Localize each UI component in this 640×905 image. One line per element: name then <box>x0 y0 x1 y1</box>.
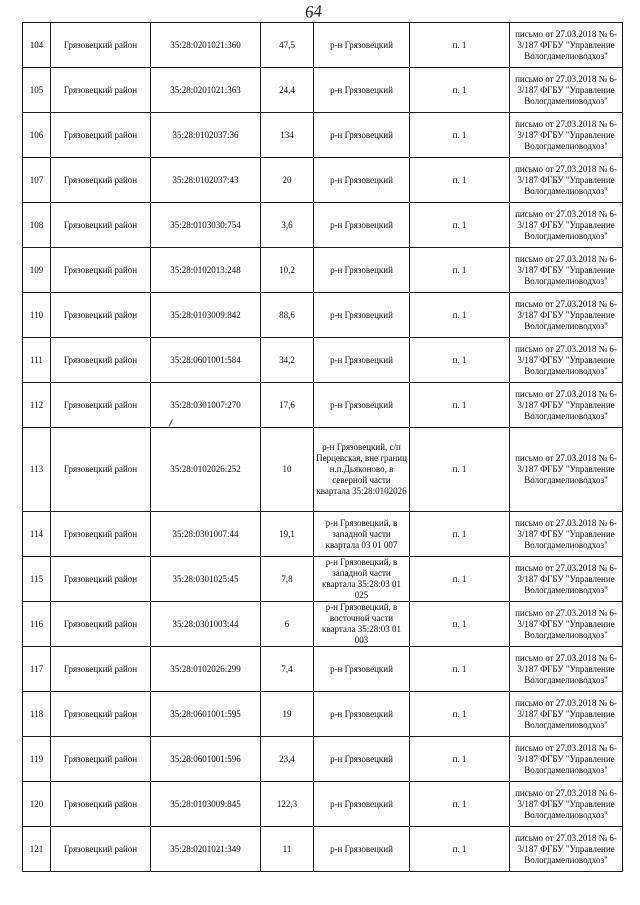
cadastral-number-cell: 35:28:0201021:363 <box>151 68 261 113</box>
basis-document-cell: письмо от 27.03.2018 № 6-3/187 ФГБУ "Управление Вологдамелиоводхоз" <box>510 737 623 782</box>
point-cell: п. 1 <box>410 158 510 203</box>
table-row <box>23 248 623 293</box>
district-cell: Грязовецкий район <box>51 338 151 383</box>
basis-document-cell: письмо от 27.03.2018 № 6-3/187 ФГБУ "Управление Вологдамелиоводхоз" <box>510 512 623 557</box>
point-cell: п. 1 <box>410 782 510 827</box>
row-number: 120 <box>23 782 51 827</box>
district-cell: Грязовецкий район <box>51 737 151 782</box>
land-plot-table <box>22 22 623 872</box>
area-cell: 19,1 <box>261 512 314 557</box>
district-cell: Грязовецкий район <box>51 293 151 338</box>
district-cell: Грязовецкий район <box>51 248 151 293</box>
table-row <box>23 203 623 248</box>
table-row <box>23 338 623 383</box>
basis-document-cell: письмо от 27.03.2018 № 6-3/187 ФГБУ "Управление Вологдамелиоводхоз" <box>510 602 623 647</box>
row-number: 113 <box>23 428 51 512</box>
district-cell: Грязовецкий район <box>51 203 151 248</box>
basis-document-cell: письмо от 27.03.2018 № 6-3/187 ФГБУ "Управление Вологдамелиоводхоз" <box>510 158 623 203</box>
table-row <box>23 23 623 68</box>
location-cell: р-н Грязовецкий <box>314 248 410 293</box>
row-number: 116 <box>23 602 51 647</box>
area-cell: 19 <box>261 692 314 737</box>
row-number: 108 <box>23 203 51 248</box>
district-cell: Грязовецкий район <box>51 428 151 512</box>
location-cell: р-н Грязовецкий <box>314 68 410 113</box>
row-number: 106 <box>23 113 51 158</box>
location-cell: р-н Грязовецкий <box>314 827 410 872</box>
area-cell: 23,4 <box>261 737 314 782</box>
row-number: 104 <box>23 23 51 68</box>
row-number: 109 <box>23 248 51 293</box>
area-cell: 34,2 <box>261 338 314 383</box>
row-number: 117 <box>23 647 51 692</box>
basis-document-cell: письмо от 27.03.2018 № 6-3/187 ФГБУ "Управление Вологдамелиоводхоз" <box>510 428 623 512</box>
land-plot-table-body <box>23 23 623 872</box>
point-cell: п. 1 <box>410 338 510 383</box>
basis-document-cell: письмо от 27.03.2018 № 6-3/187 ФГБУ "Управление Вологдамелиоводхоз" <box>510 557 623 602</box>
point-cell: п. 1 <box>410 692 510 737</box>
cadastral-number-cell: 35:28:0201021:360 <box>151 23 261 68</box>
district-cell: Грязовецкий район <box>51 512 151 557</box>
basis-document-cell: письмо от 27.03.2018 № 6-3/187 ФГБУ "Управление Вологдамелиоводхоз" <box>510 113 623 158</box>
area-cell: 3,6 <box>261 203 314 248</box>
location-cell: р-н Грязовецкий <box>314 113 410 158</box>
area-cell: 7,4 <box>261 647 314 692</box>
point-cell: п. 1 <box>410 113 510 158</box>
cadastral-number-cell: 35:28:0301003:44 <box>151 602 261 647</box>
point-cell: п. 1 <box>410 557 510 602</box>
basis-document-cell: письмо от 27.03.2018 № 6-3/187 ФГБУ "Управление Вологдамелиоводхоз" <box>510 383 623 428</box>
district-cell: Грязовецкий район <box>51 602 151 647</box>
table-row <box>23 113 623 158</box>
district-cell: Грязовецкий район <box>51 383 151 428</box>
area-cell: 88,6 <box>261 293 314 338</box>
location-cell: р-н Грязовецкий <box>314 782 410 827</box>
row-number: 112 <box>23 383 51 428</box>
point-cell: п. 1 <box>410 737 510 782</box>
basis-document-cell: письмо от 27.03.2018 № 6-3/187 ФГБУ "Управление Вологдамелиоводхоз" <box>510 68 623 113</box>
area-cell: 134 <box>261 113 314 158</box>
point-cell: п. 1 <box>410 602 510 647</box>
point-cell: п. 1 <box>410 248 510 293</box>
cadastral-number-cell: 35:28:0103009:845 <box>151 782 261 827</box>
district-cell: Грязовецкий район <box>51 827 151 872</box>
table-row <box>23 827 623 872</box>
basis-document-cell: письмо от 27.03.2018 № 6-3/187 ФГБУ "Управление Вологдамелиоводхоз" <box>510 692 623 737</box>
cadastral-number-cell: 35:28:0301007:270 <box>151 383 261 428</box>
location-cell: р-н Грязовецкий, в восточной части квартала 35:28:03 01 003 <box>314 602 410 647</box>
basis-document-cell: письмо от 27.03.2018 № 6-3/187 ФГБУ "Управление Вологдамелиоводхоз" <box>510 203 623 248</box>
district-cell: Грязовецкий район <box>51 68 151 113</box>
row-number: 107 <box>23 158 51 203</box>
area-cell: 10 <box>261 428 314 512</box>
location-cell: р-н Грязовецкий <box>314 383 410 428</box>
area-cell: 24,4 <box>261 68 314 113</box>
district-cell: Грязовецкий район <box>51 158 151 203</box>
table-row <box>23 737 623 782</box>
cadastral-number-cell: 35:28:0103009:842 <box>151 293 261 338</box>
table-row <box>23 293 623 338</box>
basis-document-cell: письмо от 27.03.2018 № 6-3/187 ФГБУ "Управление Вологдамелиоводхоз" <box>510 827 623 872</box>
location-cell: р-н Грязовецкий <box>314 158 410 203</box>
location-cell: р-н Грязовецкий <box>314 23 410 68</box>
table-row <box>23 158 623 203</box>
row-number: 110 <box>23 293 51 338</box>
location-cell: р-н Грязовецкий <box>314 338 410 383</box>
row-number: 111 <box>23 338 51 383</box>
district-cell: Грязовецкий район <box>51 23 151 68</box>
basis-document-cell: письмо от 27.03.2018 № 6-3/187 ФГБУ "Управление Вологдамелиоводхоз" <box>510 338 623 383</box>
table-row <box>23 647 623 692</box>
cadastral-number-cell: 35:28:0102037:36 <box>151 113 261 158</box>
area-cell: 20 <box>261 158 314 203</box>
area-cell: 122,3 <box>261 782 314 827</box>
area-cell: 7,8 <box>261 557 314 602</box>
cadastral-number-cell: 35:28:0601001:596 <box>151 737 261 782</box>
area-cell: 47,5 <box>261 23 314 68</box>
point-cell: п. 1 <box>410 647 510 692</box>
table-row <box>23 557 623 602</box>
district-cell: Грязовецкий район <box>51 113 151 158</box>
row-number: 115 <box>23 557 51 602</box>
cadastral-number-cell: 35:28:0601001:595 <box>151 692 261 737</box>
location-cell: р-н Грязовецкий <box>314 293 410 338</box>
table-row <box>23 602 623 647</box>
district-cell: Грязовецкий район <box>51 692 151 737</box>
location-cell: р-н Грязовецкий <box>314 737 410 782</box>
basis-document-cell: письмо от 27.03.2018 № 6-3/187 ФГБУ "Управление Вологдамелиоводхоз" <box>510 293 623 338</box>
location-cell: р-н Грязовецкий <box>314 692 410 737</box>
row-number: 121 <box>23 827 51 872</box>
basis-document-cell: письмо от 27.03.2018 № 6-3/187 ФГБУ "Управление Вологдамелиоводхоз" <box>510 23 623 68</box>
row-number: 118 <box>23 692 51 737</box>
area-cell: 17,6 <box>261 383 314 428</box>
point-cell: п. 1 <box>410 383 510 428</box>
point-cell: п. 1 <box>410 203 510 248</box>
point-cell: п. 1 <box>410 428 510 512</box>
table-row <box>23 782 623 827</box>
district-cell: Грязовецкий район <box>51 647 151 692</box>
point-cell: п. 1 <box>410 827 510 872</box>
district-cell: Грязовецкий район <box>51 557 151 602</box>
point-cell: п. 1 <box>410 512 510 557</box>
location-cell: р-н Грязовецкий, в западной части квартала 35:28:03 01 025 <box>314 557 410 602</box>
table-row <box>23 692 623 737</box>
table-row <box>23 428 623 512</box>
location-cell: р-н Грязовецкий, в западной части квартала 03 01 007 <box>314 512 410 557</box>
handwritten-page-number: 64 <box>304 1 323 22</box>
point-cell: п. 1 <box>410 293 510 338</box>
basis-document-cell: письмо от 27.03.2018 № 6-3/187 ФГБУ "Управление Вологдамелиоводхоз" <box>510 248 623 293</box>
cadastral-number-cell: 35:28:0102026:252 <box>151 428 261 512</box>
row-number: 105 <box>23 68 51 113</box>
area-cell: 10,2 <box>261 248 314 293</box>
location-cell: р-н Грязовецкий <box>314 647 410 692</box>
cadastral-number-cell: 35:28:0102037:43 <box>151 158 261 203</box>
table-row <box>23 383 623 428</box>
cadastral-number-cell: 35:28:0601001:584 <box>151 338 261 383</box>
point-cell: п. 1 <box>410 23 510 68</box>
cadastral-number-cell: 35:28:0301025:45 <box>151 557 261 602</box>
area-cell: 6 <box>261 602 314 647</box>
cadastral-number-cell: 35:28:0103030:754 <box>151 203 261 248</box>
point-cell: п. 1 <box>410 68 510 113</box>
cadastral-number-cell: 35:28:0201021:349 <box>151 827 261 872</box>
row-number: 119 <box>23 737 51 782</box>
location-cell: р-н Грязовецкий <box>314 203 410 248</box>
cadastral-number-cell: 35:28:0301007:44 <box>151 512 261 557</box>
location-cell: р-н Грязовецкий, с/п Перцевская, вне границ н.п.Дьяконово, в северной части квартала 35:28:0102026 <box>314 428 410 512</box>
row-number: 114 <box>23 512 51 557</box>
table-row <box>23 68 623 113</box>
basis-document-cell: письмо от 27.03.2018 № 6-3/187 ФГБУ "Управление Вологдамелиоводхоз" <box>510 782 623 827</box>
cadastral-number-cell: 35:28:0102026:299 <box>151 647 261 692</box>
table-row <box>23 512 623 557</box>
cadastral-number-cell: 35:28:0102013:248 <box>151 248 261 293</box>
district-cell: Грязовецкий район <box>51 782 151 827</box>
basis-document-cell: письмо от 27.03.2018 № 6-3/187 ФГБУ "Управление Вологдамелиоводхоз" <box>510 647 623 692</box>
area-cell: 11 <box>261 827 314 872</box>
